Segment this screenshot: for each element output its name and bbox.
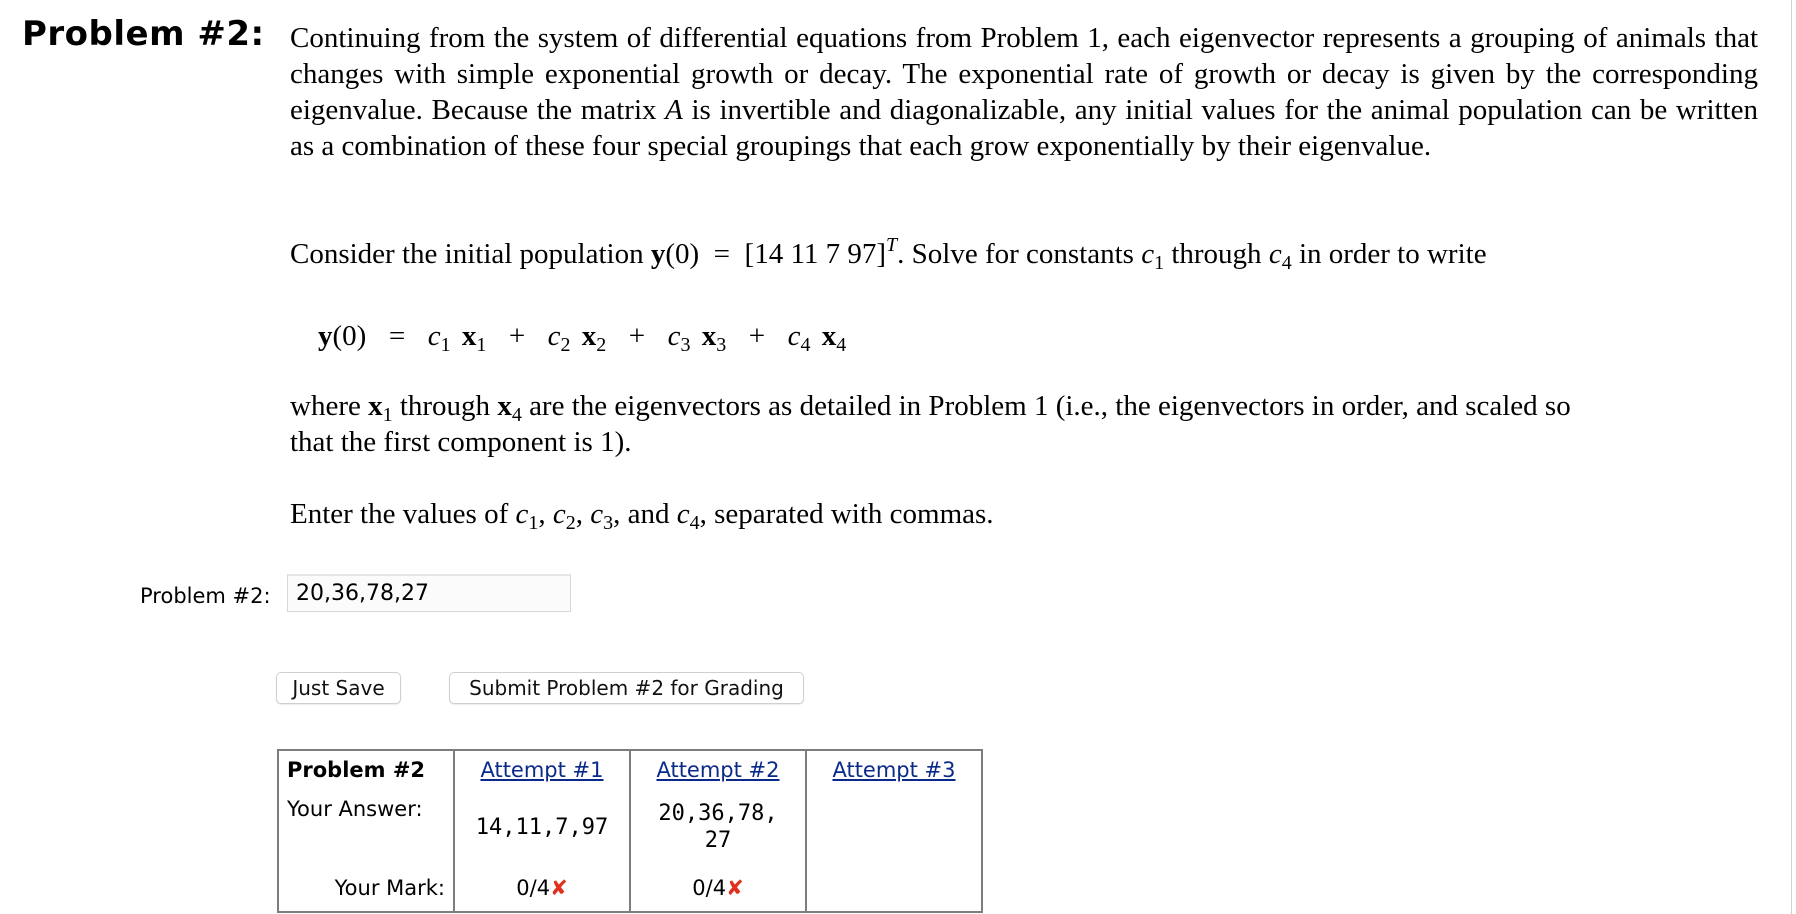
c-symbol: c — [667, 320, 681, 352]
matrix-a: A — [665, 94, 683, 126]
sub-2: 2 — [565, 512, 576, 534]
comma: , — [575, 498, 583, 530]
sub-1: 1 — [1154, 252, 1165, 274]
sub-2: 2 — [596, 334, 607, 356]
your-answer-row — [278, 789, 982, 865]
attempt-2-answer-line-1: 20,36,78, — [658, 801, 778, 826]
c-symbol: c — [787, 320, 801, 352]
through-text: through — [399, 390, 491, 422]
sub-1: 1 — [528, 512, 539, 534]
through-text: through — [1171, 238, 1262, 270]
c-symbol: c — [1141, 238, 1155, 270]
attempt-2-score: 0/4 — [692, 876, 727, 900]
attempt-2-answer-line-2: 27 — [704, 828, 732, 853]
and-text: and — [627, 498, 670, 530]
plus-sign: + — [628, 320, 646, 352]
x-symbol: x — [821, 320, 837, 352]
attempt-1-answer: 14,11,7,97 — [454, 789, 630, 865]
attempt-2-mark — [630, 865, 806, 912]
where-text-rest: are the eigenvectors as detailed in Problem 1 (i.e., the eigenvectors in order, and scaled so — [529, 390, 1571, 422]
submit-for-grading-button[interactable]: Submit Problem #2 for Grading — [449, 672, 804, 704]
where-line-2: that the first component is 1). — [290, 426, 632, 458]
combination-equation — [318, 318, 846, 354]
comma: , — [613, 498, 621, 530]
y-arg: (0) — [665, 238, 700, 270]
where-text: where — [290, 390, 361, 422]
c-symbol: c — [1268, 238, 1282, 270]
c-symbol: c — [552, 498, 566, 530]
attempt-3-answer — [806, 789, 982, 865]
intro-text: Continuing from the system of differential equations from Problem 1, each eigenvector represents a grouping of animals that changes with simple exponential growth or decay. The exponential rate of growth or decay is given by the corresponding eigenvalue. Because the matrix — [290, 22, 1758, 126]
initial-vector: [14 11 7 97] — [744, 238, 887, 270]
x-symbol: x — [701, 320, 717, 352]
attempt-3-header — [806, 750, 982, 789]
where-line-1 — [290, 388, 1571, 424]
sub-1: 1 — [440, 334, 451, 356]
c-symbol: c — [547, 320, 561, 352]
attempt-3-mark — [806, 865, 982, 912]
sub-4: 4 — [511, 404, 522, 426]
enter-text: Enter the values of — [290, 498, 509, 530]
attempt-2-answer — [630, 789, 806, 865]
attempt-1-header — [454, 750, 630, 789]
c-symbol: c — [427, 320, 441, 352]
sub-3: 3 — [680, 334, 691, 356]
equals-sign: = — [713, 238, 731, 270]
answer-label: Problem #2: — [140, 584, 271, 608]
sub-2: 2 — [560, 334, 571, 356]
problem-heading: Problem #2: — [22, 14, 265, 54]
c-symbol: c — [590, 498, 604, 530]
sub-3: 3 — [716, 334, 727, 356]
sub-3: 3 — [603, 512, 614, 534]
your-answer-label: Your Answer: — [287, 797, 423, 821]
transpose: T — [886, 234, 898, 256]
answer-input[interactable] — [287, 574, 571, 612]
attempt-1-link[interactable]: Attempt #1 — [480, 758, 604, 782]
cross-icon: ✘ — [550, 876, 568, 900]
consider-line — [290, 236, 1487, 272]
comma: , — [538, 498, 546, 530]
cross-icon: ✘ — [726, 876, 744, 900]
c-symbol: c — [515, 498, 529, 530]
attempts-table — [277, 749, 983, 913]
x-symbol: x — [581, 320, 597, 352]
your-mark-label: Your Mark: — [334, 876, 445, 900]
plus-sign: + — [508, 320, 526, 352]
attempt-2-link[interactable]: Attempt #2 — [656, 758, 780, 782]
equals-sign: = — [388, 320, 406, 352]
attempt-2-header — [630, 750, 806, 789]
page-right-border — [1791, 0, 1792, 914]
enter-instruction — [290, 496, 994, 532]
y-arg: (0) — [332, 320, 367, 352]
sub-4: 4 — [1281, 252, 1292, 274]
sub-4: 4 — [836, 334, 847, 356]
consider-mid: . Solve for constants — [897, 238, 1134, 270]
attempts-header-row — [278, 750, 982, 789]
enter-text-post: , separated with commas. — [699, 498, 994, 530]
plus-sign: + — [748, 320, 766, 352]
sub-4: 4 — [689, 512, 700, 534]
sub-4: 4 — [800, 334, 811, 356]
intro-text-rest: is invertible and diagonalizable, any initial values for the animal population can be written as a combination of these four special groupings that each grow exponentially by their eigenvalue. — [290, 94, 1758, 162]
x-symbol: x — [461, 320, 477, 352]
sub-1: 1 — [382, 404, 393, 426]
x-symbol: x — [497, 390, 512, 422]
y-symbol: y — [650, 238, 666, 270]
consider-text: Consider the initial population — [290, 238, 644, 270]
just-save-button[interactable]: Just Save — [276, 672, 401, 704]
consider-post: in order to write — [1298, 238, 1487, 270]
attempt-1-mark — [454, 865, 630, 912]
c-symbol: c — [676, 498, 690, 530]
attempt-3-link[interactable]: Attempt #3 — [832, 758, 956, 782]
attempt-1-score: 0/4 — [516, 876, 551, 900]
y-symbol: y — [318, 320, 333, 352]
attempts-header-problem: Problem #2 — [287, 758, 426, 782]
problem-intro-paragraph — [290, 20, 1758, 164]
x-symbol: x — [368, 390, 383, 422]
sub-1: 1 — [476, 334, 487, 356]
your-mark-row — [278, 865, 982, 912]
